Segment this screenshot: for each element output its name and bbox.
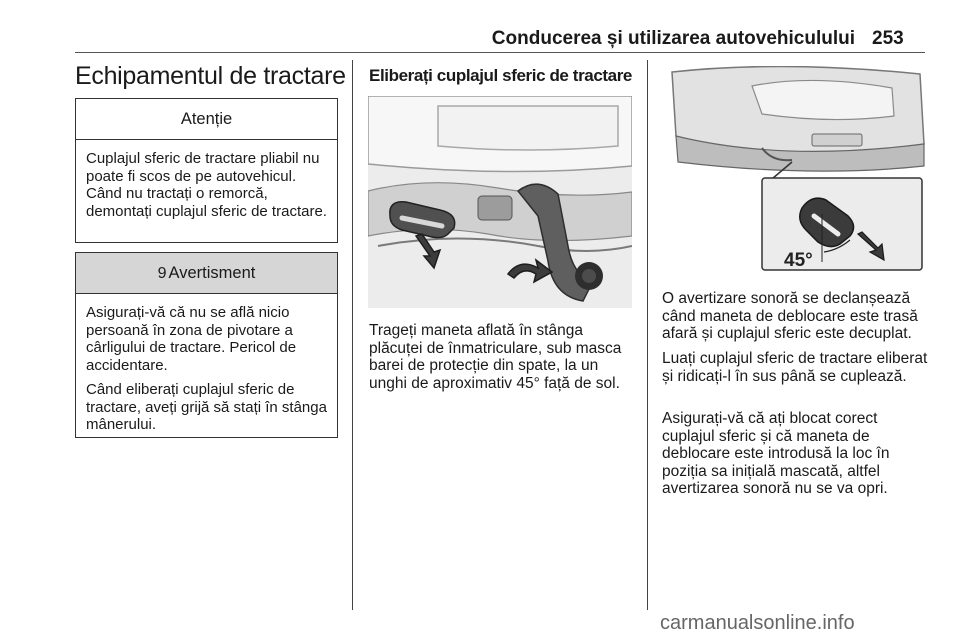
warning-paragraph-2: Când eliberați cuplajul sferic de tractare, aveți grijă să stați în stânga mânerului. [86, 381, 327, 433]
header-rule [75, 52, 925, 53]
right-paragraph-1: O avertizare sonoră se declanșează când maneta de deblocare este trasă afară și cuplajul sferic este decuplat. [662, 290, 918, 342]
page-number: 253 [872, 28, 904, 49]
rear-bumper-illustration [662, 66, 926, 274]
caution-box-body [76, 140, 337, 220]
angle-label: 45° [784, 250, 813, 271]
subsection-title: Eliberați cuplajul sferic de tractare [369, 66, 632, 85]
running-header-title: Conducerea și utilizarea autovehiculului [491, 28, 855, 49]
warning-symbol: 9 [157, 265, 167, 282]
release-instruction: Trageți maneta aflată în stânga plăcuței de înmatriculare, sub masca barei de protecție din spate, la un unghi de aproximativ 45° față de sol. [369, 322, 622, 392]
section-title: Echipamentul de tractare [75, 62, 346, 90]
warning-box-body [76, 294, 337, 434]
caution-text: Cuplajul sferic de tractare pliabil nu poate fi scos de pe autovehicul. Când nu tractați o remorcă, demontați cuplajul sferic de tractare. [86, 150, 327, 220]
watermark: carmanualsonline.info [660, 612, 855, 634]
right-paragraph-3: Asigurați-vă că ați blocat corect cuplajul sferic și că maneta de deblocare este introdusă la loc în poziția sa inițială mascată, altfel avertizarea sonoră nu se va opri. [662, 410, 890, 497]
warning-box [75, 252, 338, 438]
caution-box [75, 98, 338, 243]
towbar-release-illustration [368, 96, 632, 308]
caution-box-title: Atenție [76, 99, 337, 140]
warning-box-title: Avertisment [168, 264, 256, 282]
right-paragraph-2: Luați cuplajul sferic de tractare eliberat și ridicați-l în sus până se cuplează. [662, 350, 928, 385]
column-divider-left [352, 60, 353, 610]
warning-paragraph-1: Asigurați-vă că nu se află nicio persoană în zona de pivotare a cârligului de tractare. Pericol de accidentare. [86, 304, 297, 374]
warning-box-header [76, 253, 337, 294]
column-divider-right [647, 60, 648, 610]
